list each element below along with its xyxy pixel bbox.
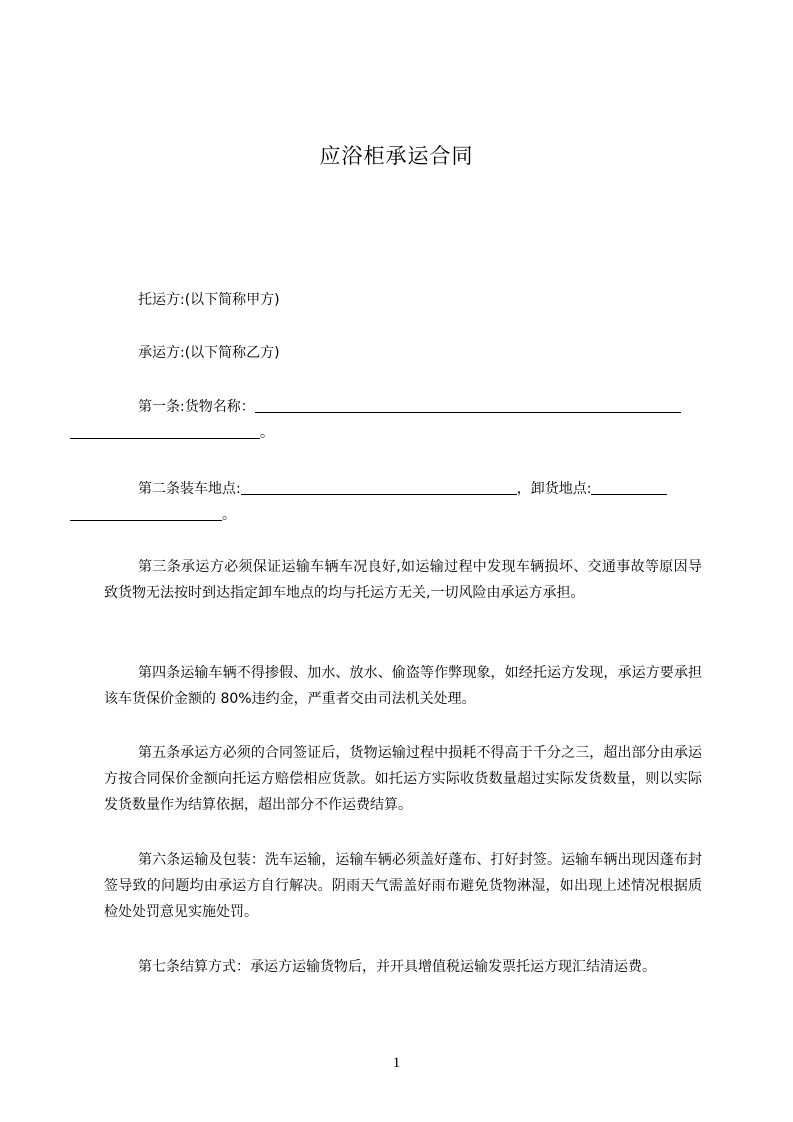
document-title: 应浴柜承运合同	[319, 144, 474, 168]
unloading-place-blank	[591, 480, 667, 495]
article-2-mid: ，卸货地点:	[516, 481, 592, 497]
article-4: 第四条运输车辆不得掺假、加水、放水、偷盗等作弊现象，如经托运方发现，承运方要承担该车货保价金额的 80%违约金，严重者交由司法机关处理。	[104, 665, 702, 707]
article-6: 第六条运输及包装：洗车运输，运输车辆必须盖好蓬布、打好封签。运输车辆出现因蓬布封签导致的问题均由承运方自行解决。阴雨天气需盖好雨布避免货物淋湿，如出现上述情况根据质检处处罚意见实施处罚。	[104, 852, 702, 920]
article-2-end: 。	[222, 507, 236, 523]
page-number: 1	[392, 1055, 401, 1071]
article-2	[104, 476, 702, 528]
article-5: 第五条承运方必须的合同签证后，货物运输过程中损耗不得高于千分之三，超出部分由承运方按合同保价金额向托运方赔偿相应货款。如托运方实际收货数量超过实际发货数量，则以实际发货数量作为结算依据，超出部分不作运费结算。	[104, 745, 702, 813]
goods-name-blank	[255, 398, 681, 413]
shipper-line: 托运方:(以下简称甲方)	[138, 292, 280, 308]
loading-place-blank	[241, 480, 517, 495]
carrier-line: 承运方:(以下简称乙方)	[138, 345, 280, 361]
article-1-label: 第一条:货物名称：	[138, 399, 255, 415]
article-1	[104, 394, 702, 446]
article-1-end: 。	[260, 425, 274, 441]
article-3: 第三条承运方必须保证运输车辆车况良好,如运输过程中发现车辆损坏、交通事故等原因导致货物无法按时到达指定卸车地点的均与托运方无关,一切风险由承运方承担。	[104, 559, 702, 601]
article-2-label: 第二条装车地点:	[138, 481, 241, 497]
unloading-place-blank-cont	[70, 506, 222, 521]
goods-name-blank-cont	[70, 424, 260, 439]
article-7: 第七条结算方式：承运方运输货物后，并开具增值税运输发票托运方现汇结清运费。	[138, 959, 656, 975]
